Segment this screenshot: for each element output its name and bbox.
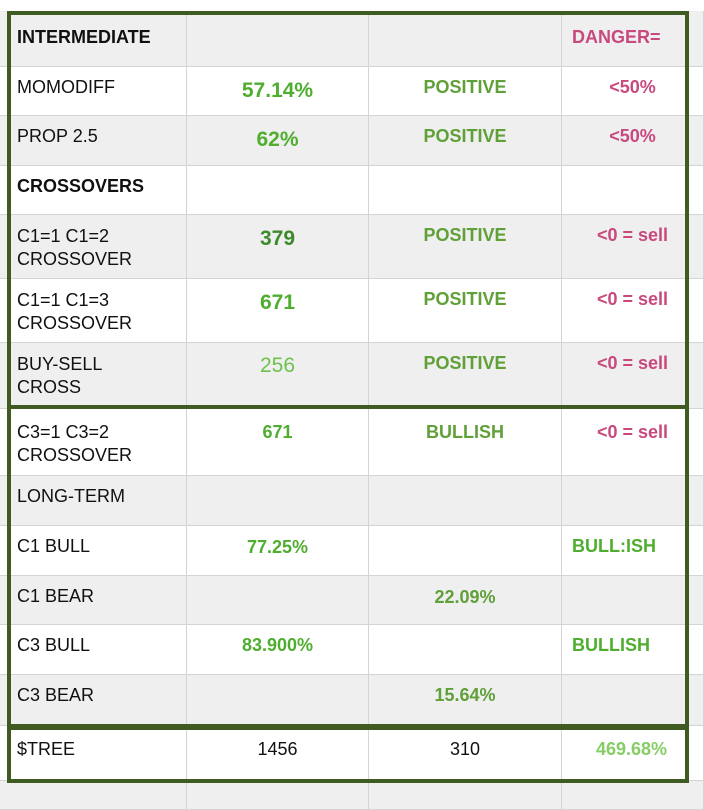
table-cell[interactable] <box>0 67 187 116</box>
table-cell[interactable] <box>0 625 187 675</box>
row-danger: <0 = sell <box>596 289 669 309</box>
table-cell[interactable] <box>0 279 187 343</box>
table-cell[interactable] <box>369 116 562 166</box>
table-cell[interactable] <box>369 166 562 215</box>
row-danger: <0 = sell <box>596 422 669 442</box>
table-row <box>0 11 704 67</box>
table-row <box>0 576 704 625</box>
row-danger: <50% <box>609 77 656 97</box>
table-cell[interactable] <box>369 781 562 810</box>
table-cell[interactable] <box>187 166 369 215</box>
row-danger: <50% <box>609 126 656 146</box>
row-label: C3 BEAR <box>17 685 95 705</box>
table-cell[interactable] <box>369 476 562 526</box>
table-cell[interactable] <box>369 526 562 576</box>
table-cell[interactable] <box>0 576 187 625</box>
row-signal: POSITIVE <box>423 77 507 97</box>
row-label: C1 BEAR <box>17 586 95 606</box>
table-cell[interactable] <box>187 675 369 726</box>
section-title-crossovers: CROSSOVERS <box>17 176 145 196</box>
table-cell[interactable] <box>369 215 562 279</box>
table-cell[interactable] <box>369 343 562 409</box>
row-label: C1 BULL <box>17 536 91 556</box>
table-cell[interactable] <box>187 67 369 116</box>
danger-header: DANGER= <box>572 27 661 47</box>
table-cell[interactable] <box>187 279 369 343</box>
table-cell[interactable] <box>187 476 369 526</box>
table-cell[interactable] <box>187 116 369 166</box>
table-row <box>0 675 704 726</box>
table-cell[interactable] <box>187 781 369 810</box>
table-cell[interactable] <box>562 343 704 409</box>
table-cell[interactable] <box>369 67 562 116</box>
row-value: 671 <box>259 291 296 314</box>
table-row <box>0 726 704 781</box>
row-danger: <0 = sell <box>596 353 669 373</box>
table-row <box>0 625 704 675</box>
row-label: C1=1 C1=2 CROSSOVER <box>17 226 133 269</box>
table-cell[interactable] <box>187 409 369 476</box>
section-title-intermediate: INTERMEDIATE <box>17 27 151 47</box>
table-cell[interactable] <box>369 625 562 675</box>
row-value: 671 <box>262 422 293 442</box>
row-signal: 15.64% <box>434 685 496 705</box>
table-row <box>0 67 704 116</box>
row-status: 469.68% <box>596 739 668 759</box>
table-cell[interactable] <box>187 215 369 279</box>
table-cell[interactable] <box>562 781 704 810</box>
table-cell[interactable] <box>562 166 704 215</box>
table-cell[interactable] <box>562 675 704 726</box>
table-cell[interactable] <box>0 476 187 526</box>
table-cell[interactable] <box>562 526 704 576</box>
table-cell[interactable] <box>369 279 562 343</box>
row-signal: POSITIVE <box>423 353 507 373</box>
row-signal: POSITIVE <box>423 289 507 309</box>
table-cell[interactable] <box>187 343 369 409</box>
row-value: 77.25% <box>246 537 309 557</box>
table-cell[interactable] <box>562 67 704 116</box>
table-cell[interactable] <box>0 675 187 726</box>
table-cell[interactable] <box>369 409 562 476</box>
table-cell[interactable] <box>0 116 187 166</box>
table-cell[interactable] <box>0 409 187 476</box>
table-row <box>0 279 704 343</box>
row-value: 1456 <box>257 739 298 759</box>
table-cell[interactable] <box>562 576 704 625</box>
row-label: PROP 2.5 <box>17 126 98 146</box>
table-cell[interactable] <box>187 576 369 625</box>
table-cell[interactable] <box>369 726 562 781</box>
table-cell[interactable] <box>562 116 704 166</box>
table-cell[interactable] <box>187 11 369 67</box>
table-cell[interactable] <box>369 675 562 726</box>
row-signal: 22.09% <box>434 587 496 607</box>
row-value: 62% <box>256 128 299 151</box>
table-cell[interactable] <box>562 215 704 279</box>
table-cell[interactable] <box>187 726 369 781</box>
row-status: BULLISH <box>572 635 650 655</box>
row-status: BULL:ISH <box>572 536 656 556</box>
row-signal: 310 <box>449 739 481 759</box>
row-value: 57.14% <box>241 79 314 102</box>
table-row <box>0 116 704 166</box>
row-label: C3=1 C3=2 CROSSOVER <box>17 422 133 465</box>
row-danger: <0 = sell <box>596 225 669 245</box>
table-cell[interactable] <box>562 625 704 675</box>
table-cell[interactable] <box>0 343 187 409</box>
table-cell[interactable] <box>369 576 562 625</box>
row-label: BUY-SELL CROSS <box>17 354 103 397</box>
table-cell[interactable] <box>0 11 187 67</box>
table-cell[interactable] <box>369 11 562 67</box>
table-row <box>0 526 704 576</box>
row-label: C3 BULL <box>17 635 91 655</box>
table-cell[interactable] <box>562 726 704 781</box>
row-value: 379 <box>259 227 296 250</box>
table-cell[interactable] <box>562 409 704 476</box>
row-signal: BULLISH <box>426 422 504 442</box>
row-label: $TREE <box>17 739 76 759</box>
table-cell[interactable] <box>0 215 187 279</box>
table-cell[interactable] <box>0 726 187 781</box>
table-cell[interactable] <box>187 625 369 675</box>
row-value: 256 <box>259 354 296 377</box>
table-cell[interactable] <box>187 526 369 576</box>
section-title-long-term: LONG-TERM <box>17 486 125 506</box>
table-cell[interactable] <box>0 781 187 810</box>
table-row <box>0 781 704 810</box>
table-cell[interactable] <box>562 11 704 67</box>
table-row <box>0 343 704 409</box>
row-signal: POSITIVE <box>423 225 507 245</box>
table-row <box>0 476 704 526</box>
table-cell[interactable] <box>0 526 187 576</box>
row-label: MOMODIFF <box>17 77 115 97</box>
row-value: 83.900% <box>241 635 314 655</box>
table-row <box>0 215 704 279</box>
table-cell[interactable] <box>0 166 187 215</box>
row-label: C1=1 C1=3 CROSSOVER <box>17 290 133 333</box>
table-row <box>0 166 704 215</box>
table-row <box>0 409 704 476</box>
table-cell[interactable] <box>562 279 704 343</box>
row-signal: POSITIVE <box>423 126 507 146</box>
table-cell[interactable] <box>562 476 704 526</box>
